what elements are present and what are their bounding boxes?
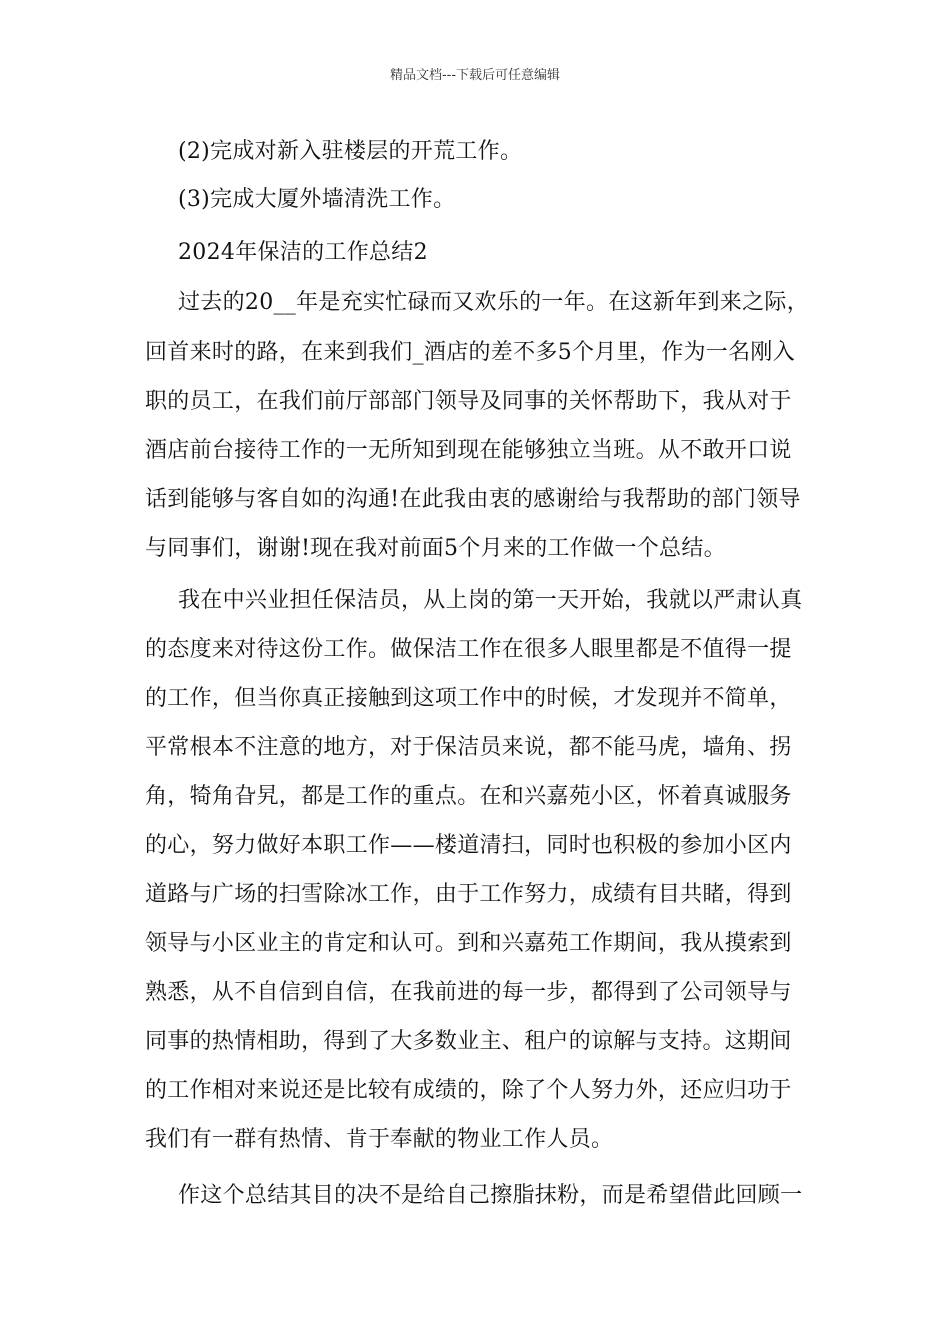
page-header: 精品文档---下载后可任意编辑: [389, 68, 561, 83]
paragraph-line: 道路与广场的扫雪除冰工作，由于工作努力，成绩有目共睹，得到: [145, 882, 792, 907]
paragraph-line: 的工作相对来说还是比较有成绩的，除了个人努力外，还应归功于: [145, 1078, 792, 1103]
paragraph-line: 话到能够与客自如的沟通!在此我由衷的感谢给与我帮助的部门领导: [145, 487, 801, 512]
paragraph-line: 同事的热情相助，得到了大多数业主、租户的谅解与支持。这期间: [145, 1029, 792, 1054]
section-heading: 2024年保洁的工作总结2: [178, 240, 428, 265]
paragraph-line: 的心，努力做好本职工作——楼道清扫，同时也积极的参加小区内: [145, 833, 792, 858]
paragraph-line: 熟悉，从不自信到自信，在我前进的每一步，都得到了公司领导与: [145, 980, 792, 1005]
paragraph-line: 作这个总结其目的决不是给自己擦脂抹粉，而是希望借此回顾一: [178, 1183, 803, 1208]
paragraph-line: 平常根本不注意的地方，对于保洁员来说，都不能马虎，墙角、拐: [145, 735, 792, 760]
paragraph-line: 酒店前台接待工作的一无所知到现在能够独立当班。从不敢开口说: [145, 438, 792, 463]
paragraph-line: 与同事们，谢谢!现在我对前面5个月来的工作做一个总结。: [145, 536, 726, 561]
paragraph-line: 领导与小区业主的肯定和认可。到和兴嘉苑工作期间，我从摸索到: [145, 931, 792, 956]
paragraph-line: 回首来时的路，在来到我们_酒店的差不多5个月里，作为一名刚入: [145, 340, 795, 365]
list-item: (2)完成对新入驻楼层的开荒工作。: [178, 139, 523, 164]
list-item: (3)完成大厦外墙清洗工作。: [178, 187, 456, 212]
paragraph-line: 的态度来对待这份工作。做保洁工作在很多人眼里都是不值得一提: [145, 637, 792, 662]
paragraph-line: 我在中兴业担任保洁员，从上岗的第一天开始，我就以严肃认真: [178, 588, 803, 613]
paragraph-line: 我们有一群有热情、肯于奉献的物业工作人员。: [145, 1127, 614, 1152]
paragraph-line: 的工作，但当你真正接触到这项工作中的时候，才发现并不简单，: [145, 686, 792, 711]
paragraph-line: 职的员工，在我们前厅部部门领导及同事的关怀帮助下，我从对于: [145, 389, 792, 414]
paragraph-line: 过去的20__年是充实忙碌而又欢乐的一年。在这新年到来之际，: [178, 290, 809, 315]
paragraph-line: 角，犄角旮旯，都是工作的重点。在和兴嘉苑小区，怀着真诚服务: [145, 784, 792, 809]
